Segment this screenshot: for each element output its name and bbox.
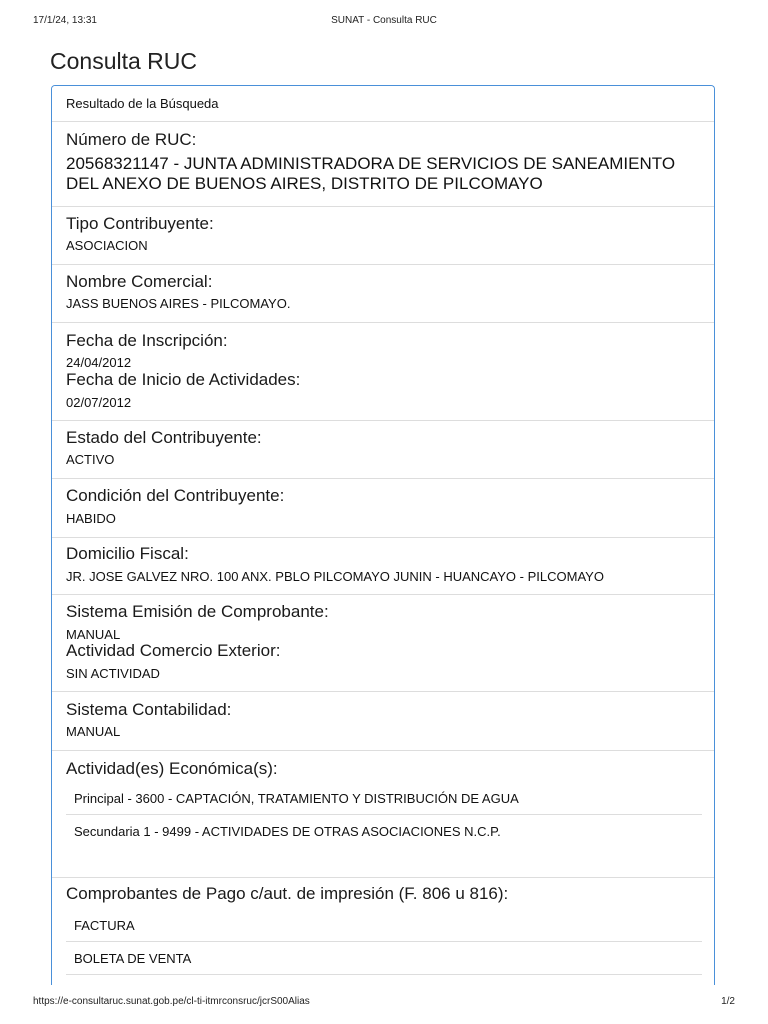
section-actividades <box>52 750 714 877</box>
ruc-label: Número de RUC: <box>66 130 197 149</box>
actividad-principal-row: Principal - 3600 - CAPTACIÓN, TRATAMIENTO Y DISTRIBUCIÓN DE AGUA <box>66 782 702 815</box>
comprobante-boleta-row: BOLETA DE VENTA <box>66 942 702 975</box>
actividad-secundaria-row: Secundaria 1 - 9499 - ACTIVIDADES DE OTRAS ASOCIACIONES N.C.P. <box>74 824 501 839</box>
section-estado <box>52 420 714 478</box>
nombre-comercial-label: Nombre Comercial: <box>66 272 213 291</box>
tipo-value: ASOCIACION <box>66 238 148 253</box>
emision-value: MANUAL <box>66 627 121 642</box>
comercio-exterior-value: SIN ACTIVIDAD <box>66 666 160 681</box>
comprobantes-label: Comprobantes de Pago c/aut. de impresión (F. 806 u 816): <box>66 884 509 903</box>
section-nombre-comercial <box>52 264 714 322</box>
section-emision <box>52 594 714 691</box>
print-page-number: 1/2 <box>721 996 735 1007</box>
condicion-label: Condición del Contribuyente: <box>66 486 285 505</box>
actividades-label: Actividad(es) Económica(s): <box>66 759 278 778</box>
comercio-exterior-label: Actividad Comercio Exterior: <box>66 641 281 660</box>
panel-title: Resultado de la Búsqueda <box>52 86 714 122</box>
comprobante-factura-row: FACTURA <box>66 909 702 942</box>
domicilio-label: Domicilio Fiscal: <box>66 544 189 563</box>
section-tipo <box>52 206 714 264</box>
tipo-label: Tipo Contribuyente: <box>66 214 214 233</box>
contabilidad-value: MANUAL <box>66 724 121 739</box>
fecha-inicio-value: 02/07/2012 <box>66 395 132 410</box>
page-title: Consulta RUC <box>50 48 197 74</box>
section-contabilidad <box>52 691 714 750</box>
fecha-inscripcion-value: 24/04/2012 <box>66 355 132 370</box>
section-domicilio <box>52 537 714 594</box>
domicilio-value: JR. JOSE GALVEZ NRO. 100 ANX. PBLO PILCOMAYO JUNIN - HUANCAYO - PILCOMAYO <box>66 569 604 584</box>
section-fechas <box>52 322 714 420</box>
nombre-comercial-value: JASS BUENOS AIRES - PILCOMAYO. <box>66 296 291 311</box>
emision-label: Sistema Emisión de Comprobante: <box>66 602 329 621</box>
estado-label: Estado del Contribuyente: <box>66 428 262 447</box>
print-datetime: 17/1/24, 13:31 <box>33 15 97 26</box>
print-url: https://e-consultaruc.sunat.gob.pe/cl-ti-itmrconsruc/jcrS00Alias <box>33 996 310 1007</box>
print-doc-title: SUNAT - Consulta RUC <box>331 15 437 26</box>
results-panel <box>51 85 715 985</box>
ruc-value-line1: 20568321147 - JUNTA ADMINISTRADORA DE SERVICIOS DE SANEAMIENTO <box>66 154 676 173</box>
condicion-value: HABIDO <box>66 511 116 526</box>
ruc-value-line2: DEL ANEXO DE BUENOS AIRES, DISTRITO DE PILCOMAYO <box>66 174 543 193</box>
contabilidad-label: Sistema Contabilidad: <box>66 700 232 719</box>
section-ruc <box>52 122 714 206</box>
section-condicion <box>52 478 714 537</box>
fecha-inicio-label: Fecha de Inicio de Actividades: <box>66 370 301 389</box>
fecha-inscripcion-label: Fecha de Inscripción: <box>66 331 228 350</box>
estado-value: ACTIVO <box>66 452 115 467</box>
section-comprobantes <box>52 877 714 985</box>
